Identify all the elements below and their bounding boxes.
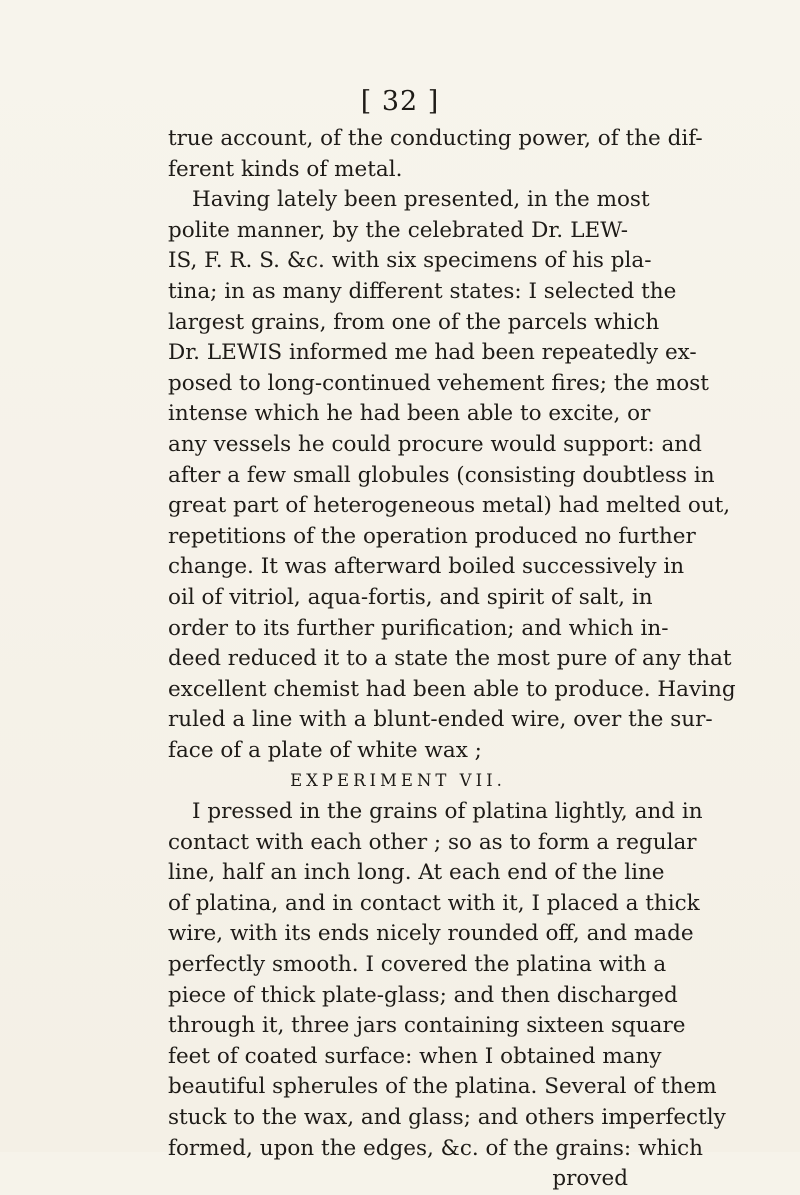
text-line: largest grains, from one of the parcels which — [168, 309, 660, 335]
text-line: polite manner, by the celebrated Dr. LEW- — [168, 217, 628, 243]
text-line: great part of heterogeneous metal) had melted out, — [168, 493, 731, 519]
text-line: piece of thick plate-glass; and then discharged — [168, 982, 678, 1008]
text-line: Dr. LEWIS informed me had been repeatedly ex- — [168, 340, 697, 366]
text-line: order to its further purification; and which in- — [168, 615, 669, 641]
text-line: true account, of the conducting power, of the dif- — [168, 126, 703, 151]
text-line: contact with each other ; so as to form a regular — [168, 829, 697, 855]
text-line: change. It was afterward boiled successively in — [168, 554, 685, 580]
text-line: excellent chemist had been able to produce. Having — [168, 676, 736, 702]
text-line: stuck to the wax, and glass; and others imperfectly — [168, 1105, 726, 1130]
body-text — [168, 124, 736, 1195]
text-line: feet of coated surface: when I obtained many — [168, 1043, 662, 1069]
section-heading: EXPERIMENT VII. — [290, 771, 506, 791]
text-line: posed to long-continued vehement fires; the most — [168, 370, 709, 396]
text-line: deed reduced it to a state the most pure of any that — [168, 646, 732, 672]
page-number: [ 32 ] — [360, 86, 440, 117]
text-line: tina; in as many different states: I selected the — [168, 278, 677, 304]
text-line: of platina, and in contact with it, I placed a thick — [168, 890, 700, 916]
text-line: wire, with its ends nicely rounded off, and made — [168, 921, 694, 947]
text-line: Having lately been presented, in the most — [192, 187, 650, 213]
text-line: face of a plate of white wax ; — [168, 737, 482, 763]
text-line: I pressed in the grains of platina lightly, and in — [192, 799, 703, 825]
text-line: IS, F. R. S. &c. with six specimens of his pla- — [168, 248, 652, 274]
text-line: perfectly smooth. I covered the platina with a — [168, 952, 667, 978]
text-line: intense which he had been able to excite, or — [168, 401, 651, 427]
text-line: ruled a line with a blunt-ended wire, over the sur- — [168, 707, 713, 733]
text-line: after a few small globules (consisting doubtless in — [168, 462, 715, 488]
text-line: line, half an inch long. At each end of the line — [168, 860, 665, 886]
text-line: repetitions of the operation produced no further — [168, 523, 696, 549]
text-line: any vessels he could procure would support: and — [168, 431, 702, 457]
text-line: oil of vitriol, aqua-fortis, and spirit of salt, in — [168, 584, 653, 610]
text-line: proved — [552, 1166, 628, 1192]
text-line: beautiful spherules of the platina. Several of them — [168, 1074, 717, 1100]
text-line: ferent kinds of metal. — [168, 156, 403, 182]
text-line: formed, upon the edges, &c. of the grains: which — [168, 1135, 704, 1161]
text-line: through it, three jars containing sixteen square — [168, 1013, 686, 1039]
